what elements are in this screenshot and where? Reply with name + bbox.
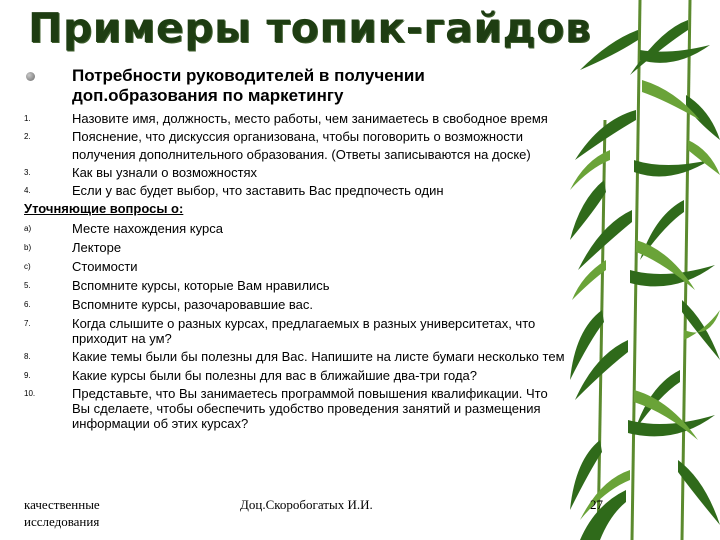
list-item: Если у вас будет выбор, что заставить Вас предпочесть один (72, 183, 444, 198)
list-item: Назовите имя, должность, место работы, чем занимаетесь в свободное время (72, 111, 548, 126)
item-marker: 2. (24, 132, 31, 141)
list-item-continuation: получения дополнительного образования. (Ответы записываются на доске) (72, 147, 531, 162)
main-heading (72, 66, 542, 106)
bullet-icon (26, 72, 35, 81)
main-heading-line-2: доп.образования по маркетингу (72, 86, 344, 105)
footer-course-line-1: качественные (24, 497, 100, 512)
item-marker: 4. (24, 186, 31, 195)
item-marker: c) (24, 262, 31, 271)
list-item: Какие темы были бы полезны для Вас. Напишите на листе бумаги несколько тем (72, 349, 565, 364)
footer-author: Доц.Скоробогатых И.И. (240, 497, 373, 512)
item-marker: 9. (24, 371, 31, 380)
item-marker: 5. (24, 281, 31, 290)
list-item: Лекторе (72, 240, 122, 255)
item-marker: b) (24, 243, 32, 252)
footer-course-line-2: исследования (24, 514, 100, 529)
item-marker: 7. (24, 319, 31, 328)
list-item: Вспомните курсы, разочаровавшие вас. (72, 297, 314, 312)
item-marker: 6. (24, 300, 31, 309)
list-item: Как вы узнали о возможностях (72, 165, 258, 180)
page-number: 27 (590, 497, 603, 512)
list-item-continuation: информации об этих курсах? (72, 416, 249, 431)
list-item: Пояснение, что дискуссия организована, чтобы поговорить о возможности (72, 129, 524, 144)
list-item: Стоимости (72, 259, 138, 274)
list-item: Месте нахождения курса (72, 221, 223, 236)
list-item-continuation: Вы сделаете, чтобы обеспечить удобство проведения занятий и размещения (72, 401, 541, 416)
list-item: Представьте, что Вы занимаетесь программой повышения квалификации. Что (72, 386, 548, 401)
item-marker: 3. (24, 168, 31, 177)
bamboo-leaves-decoration (570, 0, 720, 540)
subheading: Уточняющие вопросы о: (24, 201, 184, 216)
footer-course (24, 496, 100, 530)
list-item: Какие курсы были бы полезны для вас в ближайшие два-три года? (72, 368, 478, 383)
item-marker: a) (24, 224, 32, 233)
list-item: Когда слышите о разных курсах, предлагаемых в разных университетах, что (72, 316, 536, 331)
slide-title: Примеры топик-гайдов (28, 4, 592, 52)
main-heading-line-1: Потребности руководителей в получении (72, 66, 425, 85)
list-item: Вспомните курсы, которые Вам нравились (72, 278, 330, 293)
list-item-continuation: приходит на ум? (72, 331, 172, 346)
item-marker: 1. (24, 114, 31, 123)
item-marker: 8. (24, 352, 31, 361)
item-marker: 10. (24, 389, 36, 398)
